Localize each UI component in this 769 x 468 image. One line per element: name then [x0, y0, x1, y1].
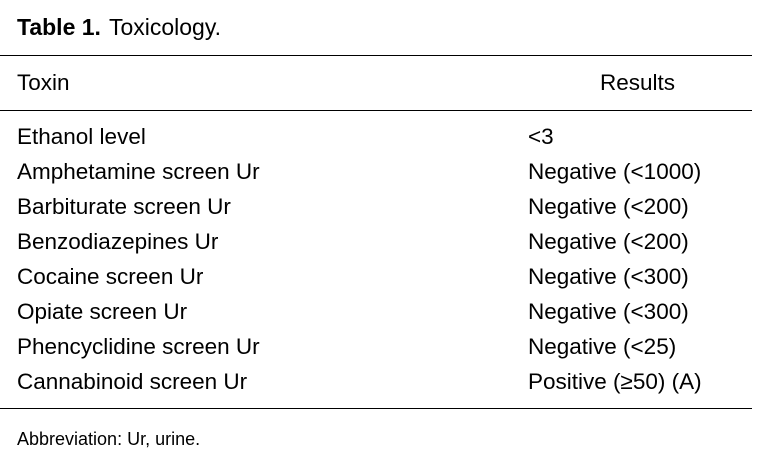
caption-label: Table 1.: [17, 14, 101, 40]
toxin-cell: Opiate screen Ur: [17, 299, 188, 324]
table-bottom-rule: [0, 408, 752, 409]
header-rule: [0, 110, 752, 111]
result-cell: Negative (<25): [528, 334, 677, 359]
toxin-cell: Barbiturate screen Ur: [17, 194, 231, 219]
result-cell: <3: [528, 124, 554, 149]
toxin-cell: Amphetamine screen Ur: [17, 159, 260, 184]
toxin-cell: Ethanol level: [17, 124, 146, 149]
toxin-cell: Cannabinoid screen Ur: [17, 369, 248, 394]
table-footnote: Abbreviation: Ur, urine.: [17, 429, 201, 449]
result-cell: Negative (<1000): [528, 159, 702, 184]
result-cell: Positive (≥50) (A): [528, 369, 702, 394]
result-cell: Negative (<300): [528, 264, 689, 289]
result-cell: Negative (<200): [528, 229, 689, 254]
result-cell: Negative (<200): [528, 194, 689, 219]
table-caption: [17, 12, 221, 42]
caption-title: Toxicology.: [108, 14, 222, 40]
column-header-results: Results: [600, 70, 676, 95]
toxin-cell: Benzodiazepines Ur: [17, 229, 219, 254]
toxin-cell: Phencyclidine screen Ur: [17, 334, 260, 359]
toxin-cell: Cocaine screen Ur: [17, 264, 204, 289]
column-header-toxin: Toxin: [17, 70, 70, 95]
table-top-rule: [0, 55, 752, 56]
result-cell: Negative (<300): [528, 299, 689, 324]
